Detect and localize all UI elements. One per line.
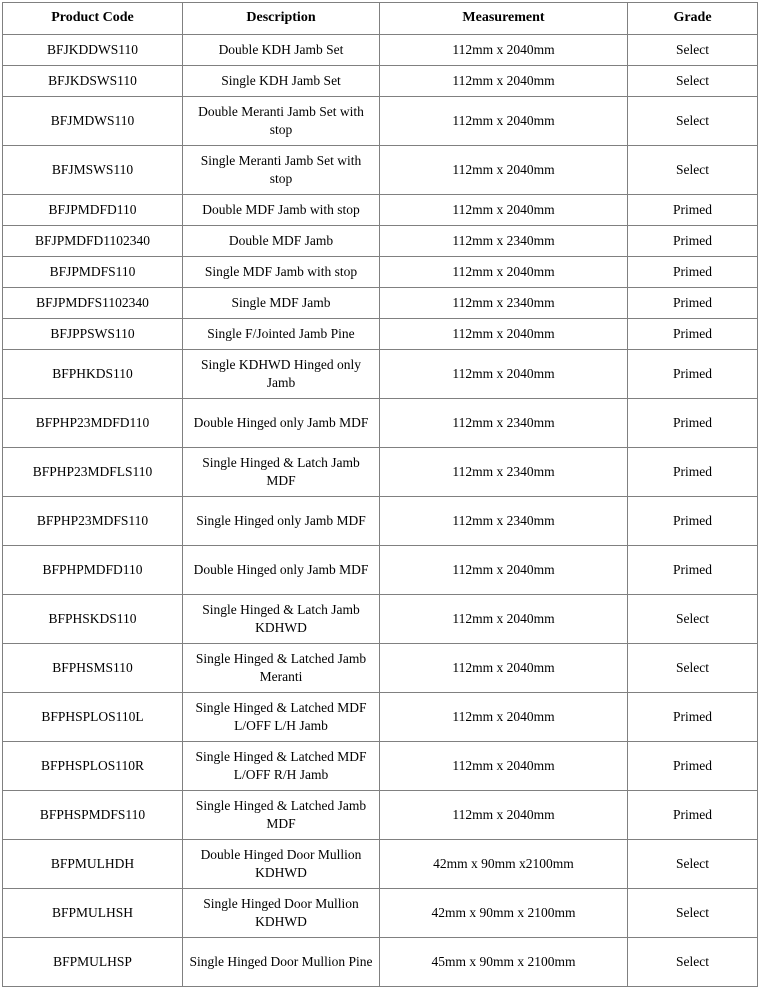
cell-text-grade: Select xyxy=(676,856,709,872)
cell-product_code xyxy=(3,319,183,350)
cell-product_code xyxy=(3,257,183,288)
cell-product_code xyxy=(3,938,183,987)
cell-grade xyxy=(628,288,758,319)
cell-text-product_code: BFPHP23MDFLS110 xyxy=(32,464,153,480)
cell-text-product_code: BFPHP23MDFD110 xyxy=(35,415,150,431)
cell-text-grade: Primed xyxy=(673,264,712,280)
cell-product_code xyxy=(3,840,183,889)
cell-grade xyxy=(628,693,758,742)
cell-text-product_code: BFPHSPMDFS110 xyxy=(39,807,146,823)
cell-text-product_code: BFPMULHDH xyxy=(50,856,135,872)
cell-description xyxy=(183,146,380,195)
cell-text-product_code: BFJPMDFD110 xyxy=(48,202,137,218)
cell-text-product_code: BFPMULHSH xyxy=(51,905,134,921)
cell-description xyxy=(183,226,380,257)
table-row xyxy=(3,595,758,644)
cell-text-grade: Primed xyxy=(673,233,712,249)
cell-text-measurement: 112mm x 2040mm xyxy=(452,611,555,627)
cell-text-grade: Primed xyxy=(673,709,712,725)
cell-grade xyxy=(628,66,758,97)
cell-product_code xyxy=(3,226,183,257)
cell-product_code xyxy=(3,693,183,742)
cell-product_code xyxy=(3,146,183,195)
cell-description xyxy=(183,742,380,791)
cell-description xyxy=(183,938,380,987)
cell-text-grade: Primed xyxy=(673,562,712,578)
table-row xyxy=(3,497,758,546)
cell-text-description: Double Meranti Jamb Set with stop xyxy=(198,104,364,137)
cell-text-product_code: BFPMULHSP xyxy=(53,954,132,970)
cell-text-measurement: 42mm x 90mm x 2100mm xyxy=(431,905,576,921)
cell-text-measurement: 112mm x 2040mm xyxy=(452,562,555,578)
cell-product_code xyxy=(3,742,183,791)
cell-text-grade: Primed xyxy=(673,202,712,218)
cell-text-grade: Primed xyxy=(673,415,712,431)
cell-description xyxy=(183,889,380,938)
cell-text-description: Single F/Jointed Jamb Pine xyxy=(207,326,355,342)
cell-grade xyxy=(628,791,758,840)
table-row xyxy=(3,288,758,319)
column-header-description: Description xyxy=(183,3,380,35)
cell-grade xyxy=(628,195,758,226)
cell-measurement xyxy=(380,497,628,546)
cell-product_code xyxy=(3,497,183,546)
table-row xyxy=(3,742,758,791)
cell-measurement xyxy=(380,546,628,595)
cell-text-measurement: 112mm x 2340mm xyxy=(452,464,555,480)
cell-text-description: Single KDH Jamb Set xyxy=(221,73,341,89)
cell-text-measurement: 112mm x 2340mm xyxy=(452,233,555,249)
cell-text-measurement: 112mm x 2040mm xyxy=(452,73,555,89)
cell-description xyxy=(183,693,380,742)
cell-text-grade: Primed xyxy=(673,464,712,480)
cell-grade xyxy=(628,257,758,288)
cell-text-description: Single Meranti Jamb Set with stop xyxy=(200,153,362,186)
cell-text-grade: Select xyxy=(676,162,709,178)
cell-grade xyxy=(628,840,758,889)
cell-description xyxy=(183,497,380,546)
cell-grade xyxy=(628,399,758,448)
cell-text-grade: Select xyxy=(676,73,709,89)
cell-text-description: Single Hinged & Latch Jamb MDF xyxy=(202,455,360,488)
cell-text-description: Double MDF Jamb with stop xyxy=(202,202,360,218)
cell-text-measurement: 112mm x 2040mm xyxy=(452,162,555,178)
cell-measurement xyxy=(380,226,628,257)
table-row xyxy=(3,938,758,987)
cell-measurement xyxy=(380,97,628,146)
cell-description xyxy=(183,195,380,226)
cell-measurement xyxy=(380,595,628,644)
cell-grade xyxy=(628,35,758,66)
cell-text-grade: Primed xyxy=(673,366,712,382)
cell-text-product_code: BFJKDSWS110 xyxy=(48,73,137,89)
cell-text-grade: Select xyxy=(676,954,709,970)
cell-measurement xyxy=(380,66,628,97)
cell-text-grade: Select xyxy=(676,42,709,58)
cell-description xyxy=(183,840,380,889)
cell-description xyxy=(183,546,380,595)
cell-product_code xyxy=(3,889,183,938)
cell-text-measurement: 112mm x 2040mm xyxy=(452,807,555,823)
cell-text-description: Double MDF Jamb xyxy=(228,233,334,249)
cell-measurement xyxy=(380,350,628,399)
cell-measurement xyxy=(380,938,628,987)
cell-description xyxy=(183,97,380,146)
cell-text-measurement: 112mm x 2040mm xyxy=(452,326,555,342)
cell-measurement xyxy=(380,288,628,319)
cell-text-measurement: 112mm x 2040mm xyxy=(452,202,555,218)
table-header-row xyxy=(3,3,758,35)
cell-text-description: Single Hinged & Latched MDF L/OFF L/H Jamb xyxy=(195,700,367,733)
cell-description xyxy=(183,66,380,97)
table-row xyxy=(3,226,758,257)
cell-grade xyxy=(628,146,758,195)
cell-grade xyxy=(628,889,758,938)
cell-text-measurement: 112mm x 2040mm xyxy=(452,758,555,774)
cell-product_code xyxy=(3,546,183,595)
table-row xyxy=(3,35,758,66)
table-row xyxy=(3,97,758,146)
cell-product_code xyxy=(3,350,183,399)
cell-measurement xyxy=(380,448,628,497)
cell-text-description: Single MDF Jamb xyxy=(231,295,331,311)
cell-measurement xyxy=(380,257,628,288)
cell-text-product_code: BFJPMDFS110 xyxy=(49,264,136,280)
cell-text-grade: Select xyxy=(676,611,709,627)
cell-measurement xyxy=(380,693,628,742)
cell-grade xyxy=(628,497,758,546)
cell-text-measurement: 112mm x 2040mm xyxy=(452,709,555,725)
cell-text-description: Double Hinged Door Mullion KDHWD xyxy=(200,847,362,880)
cell-grade xyxy=(628,595,758,644)
cell-text-measurement: 42mm x 90mm x2100mm xyxy=(433,856,574,872)
column-header-product-code: Product Code xyxy=(3,3,183,35)
cell-grade xyxy=(628,448,758,497)
table-row xyxy=(3,319,758,350)
cell-text-product_code: BFJMSWS110 xyxy=(51,162,134,178)
table-row xyxy=(3,693,758,742)
table-row xyxy=(3,448,758,497)
table-row xyxy=(3,146,758,195)
cell-product_code xyxy=(3,195,183,226)
table-row xyxy=(3,66,758,97)
cell-grade xyxy=(628,226,758,257)
cell-text-measurement: 45mm x 90mm x 2100mm xyxy=(431,954,576,970)
cell-text-description: Single MDF Jamb with stop xyxy=(204,264,358,280)
product-table xyxy=(2,2,758,987)
cell-text-product_code: BFPHSMS110 xyxy=(52,660,133,676)
cell-measurement xyxy=(380,35,628,66)
cell-grade xyxy=(628,938,758,987)
cell-description xyxy=(183,448,380,497)
cell-text-description: Single Hinged only Jamb MDF xyxy=(196,513,366,529)
cell-text-description: Single Hinged Door Mullion KDHWD xyxy=(203,896,359,929)
cell-text-grade: Primed xyxy=(673,807,712,823)
cell-grade xyxy=(628,546,758,595)
cell-text-grade: Select xyxy=(676,113,709,129)
cell-text-grade: Primed xyxy=(673,513,712,529)
cell-text-product_code: BFPHKDS110 xyxy=(52,366,133,382)
cell-description xyxy=(183,399,380,448)
cell-description xyxy=(183,791,380,840)
table-row xyxy=(3,195,758,226)
cell-grade xyxy=(628,97,758,146)
cell-measurement xyxy=(380,889,628,938)
cell-text-description: Single Hinged & Latched MDF L/OFF R/H Jamb xyxy=(195,749,367,782)
cell-text-product_code: BFPHSPLOS110R xyxy=(40,758,145,774)
cell-text-product_code: BFPHSKDS110 xyxy=(48,611,137,627)
cell-description xyxy=(183,288,380,319)
cell-text-measurement: 112mm x 2040mm xyxy=(452,264,555,280)
cell-text-measurement: 112mm x 2340mm xyxy=(452,295,555,311)
cell-product_code xyxy=(3,35,183,66)
cell-grade xyxy=(628,644,758,693)
table-body xyxy=(3,35,758,987)
column-header-measurement: Measurement xyxy=(380,3,628,35)
cell-text-measurement: 112mm x 2340mm xyxy=(452,513,555,529)
table-row xyxy=(3,350,758,399)
table-row xyxy=(3,791,758,840)
cell-text-product_code: BFPHPMDFD110 xyxy=(42,562,143,578)
cell-measurement xyxy=(380,146,628,195)
table-row xyxy=(3,257,758,288)
cell-text-grade: Primed xyxy=(673,758,712,774)
cell-measurement xyxy=(380,319,628,350)
cell-description xyxy=(183,257,380,288)
cell-text-product_code: BFJMDWS110 xyxy=(50,113,135,129)
table-row xyxy=(3,546,758,595)
cell-text-product_code: BFJPPSWS110 xyxy=(50,326,135,342)
cell-text-measurement: 112mm x 2040mm xyxy=(452,42,555,58)
cell-text-product_code: BFPHSPLOS110L xyxy=(41,709,144,725)
table-row xyxy=(3,889,758,938)
table-row xyxy=(3,644,758,693)
cell-product_code xyxy=(3,97,183,146)
cell-product_code xyxy=(3,448,183,497)
cell-text-grade: Select xyxy=(676,905,709,921)
cell-description xyxy=(183,595,380,644)
cell-grade xyxy=(628,350,758,399)
cell-text-description: Single Hinged & Latched Jamb Meranti xyxy=(195,651,367,684)
cell-product_code xyxy=(3,791,183,840)
cell-text-product_code: BFJPMDFD1102340 xyxy=(34,233,151,249)
cell-text-measurement: 112mm x 2040mm xyxy=(452,113,555,129)
cell-text-product_code: BFPHP23MDFS110 xyxy=(36,513,149,529)
cell-text-description: Single KDHWD Hinged only Jamb xyxy=(200,357,362,390)
cell-description xyxy=(183,644,380,693)
cell-text-description: Double KDH Jamb Set xyxy=(218,42,344,58)
table-header xyxy=(3,3,758,35)
cell-product_code xyxy=(3,644,183,693)
cell-description xyxy=(183,319,380,350)
cell-text-measurement: 112mm x 2340mm xyxy=(452,415,555,431)
cell-text-grade: Primed xyxy=(673,295,712,311)
cell-measurement xyxy=(380,644,628,693)
cell-measurement xyxy=(380,791,628,840)
cell-measurement xyxy=(380,195,628,226)
cell-text-description: Double Hinged only Jamb MDF xyxy=(193,562,369,578)
cell-text-description: Single Hinged & Latched Jamb MDF xyxy=(195,798,367,831)
cell-product_code xyxy=(3,66,183,97)
cell-product_code xyxy=(3,288,183,319)
cell-text-measurement: 112mm x 2040mm xyxy=(452,660,555,676)
cell-text-product_code: BFJPMDFS1102340 xyxy=(36,295,149,311)
cell-text-description: Single Hinged & Latch Jamb KDHWD xyxy=(202,602,360,635)
cell-grade xyxy=(628,742,758,791)
cell-text-grade: Primed xyxy=(673,326,712,342)
cell-product_code xyxy=(3,595,183,644)
cell-text-description: Single Hinged Door Mullion Pine xyxy=(189,954,373,970)
cell-grade xyxy=(628,319,758,350)
cell-text-measurement: 112mm x 2040mm xyxy=(452,366,555,382)
cell-measurement xyxy=(380,742,628,791)
cell-measurement xyxy=(380,399,628,448)
cell-text-grade: Select xyxy=(676,660,709,676)
cell-description xyxy=(183,350,380,399)
column-header-grade: Grade xyxy=(628,3,758,35)
cell-product_code xyxy=(3,399,183,448)
table-row xyxy=(3,399,758,448)
cell-text-product_code: BFJKDDWS110 xyxy=(46,42,138,58)
cell-measurement xyxy=(380,840,628,889)
cell-text-description: Double Hinged only Jamb MDF xyxy=(193,415,369,431)
table-row xyxy=(3,840,758,889)
cell-description xyxy=(183,35,380,66)
